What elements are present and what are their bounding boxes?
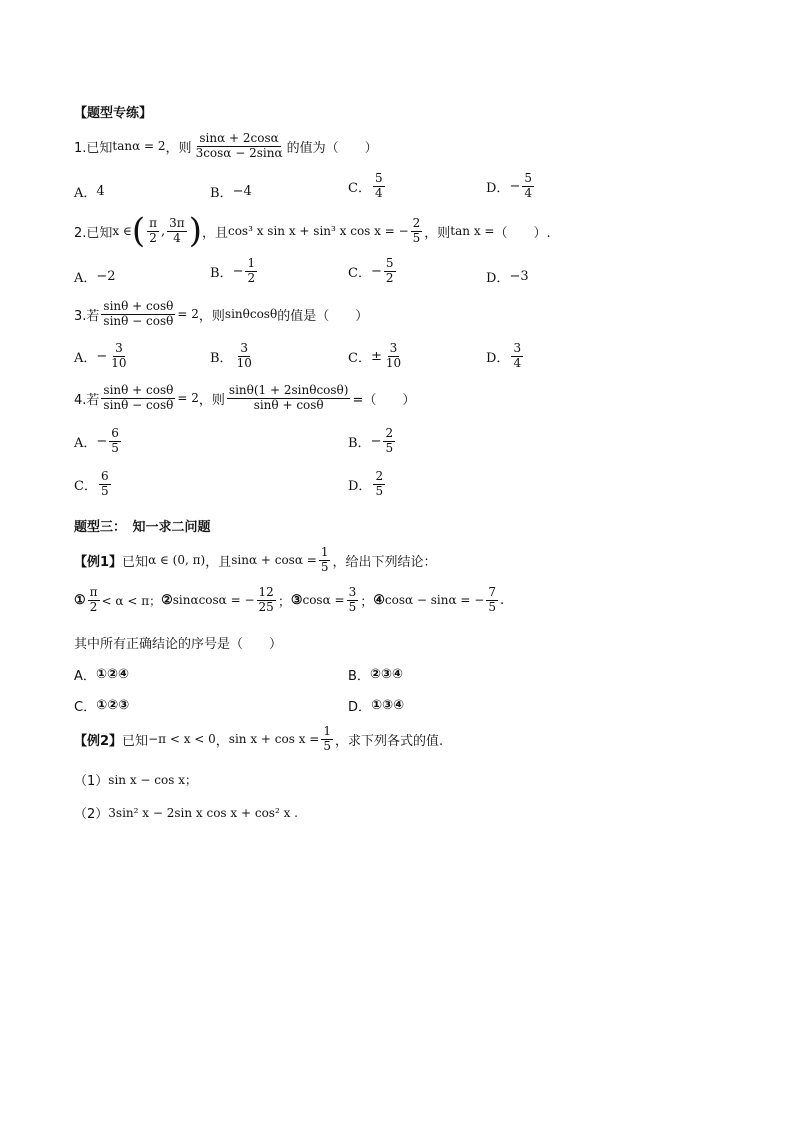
option-sign: −	[96, 348, 108, 364]
question-4	[74, 384, 415, 413]
option-label: B．	[348, 435, 371, 451]
ex1-den: 5	[320, 559, 329, 574]
conclusion-2-expression: sinαcosα = −	[172, 593, 255, 608]
option-den: 10	[236, 355, 252, 370]
q3-option-b[interactable]	[210, 342, 256, 371]
conclusion-1-mark: ①	[74, 592, 86, 608]
q4-fraction	[101, 384, 175, 413]
ex1-question: 其中所有正确结论的序号是（ ）	[74, 637, 283, 652]
option-label: D．	[348, 700, 372, 715]
q3-option-c[interactable]	[348, 342, 405, 371]
option-value: ②③④	[369, 667, 403, 682]
conclusion-1-tail: < α < π；	[101, 593, 162, 608]
q1-denominator: 3cosα − 2sinα	[195, 145, 283, 160]
option-label: D．	[348, 478, 372, 494]
option-fraction	[245, 257, 257, 286]
option-den: 5	[375, 483, 384, 498]
q4-numerator-2: sinθ(1 + 2sinθcosθ)	[228, 383, 349, 397]
ex1-option-c[interactable]	[74, 696, 129, 715]
option-value: −3	[509, 269, 529, 284]
ex2-part-1	[74, 770, 197, 789]
q3-option-d[interactable]	[486, 342, 525, 371]
q4-prefix: 4.若	[74, 392, 100, 408]
q3-suffix: 的值是（ ）	[277, 308, 369, 324]
option-num: 3	[240, 341, 249, 355]
q1-fraction	[194, 132, 285, 161]
ex1-num: 1	[320, 545, 329, 559]
conclusion-4-mark: ④	[373, 592, 385, 608]
option-num: 2	[375, 469, 384, 483]
c2-den: 25	[258, 599, 274, 614]
option-sign: −	[96, 433, 108, 449]
q4-option-c[interactable]	[74, 470, 113, 499]
part-label: （1）	[74, 774, 109, 789]
option-value: ①②④	[95, 667, 129, 682]
ex1-prefix: 已知	[122, 554, 149, 570]
c4-num: 7	[488, 585, 496, 599]
section-heading: 【题型专练】	[74, 106, 153, 121]
q4-option-d[interactable]	[348, 470, 387, 499]
option-label: A．	[74, 271, 97, 286]
ex1-option-a[interactable]	[74, 665, 129, 684]
part-expression: 3sin² x − 2sin x cos x + cos² x .	[108, 805, 298, 820]
q3-prefix: 3.若	[74, 308, 100, 324]
option-fraction	[109, 427, 121, 456]
option-label: C．	[74, 478, 97, 494]
q2-option-a[interactable]	[74, 267, 116, 286]
option-fraction	[373, 172, 385, 201]
ex1-mid: ，且	[205, 554, 232, 570]
option-num: 2	[385, 426, 394, 440]
q4-option-a[interactable]	[74, 427, 123, 456]
q1-option-c[interactable]	[348, 172, 387, 201]
option-fraction	[99, 470, 111, 499]
c2-num: 12	[258, 585, 274, 599]
q4-denominator: sinθ − cosθ	[103, 397, 174, 412]
q4-option-b[interactable]	[348, 427, 397, 456]
option-den: 10	[111, 355, 127, 370]
option-fraction	[522, 172, 534, 201]
q2-interval-upper	[167, 217, 187, 246]
conclusion-2-tail: ；	[277, 594, 291, 610]
q1-numerator: sinα + 2cosα	[199, 131, 279, 145]
ex1-suffix: ，给出下列结论：	[332, 554, 437, 570]
q1-option-a[interactable]	[74, 182, 105, 201]
c3-den: 5	[348, 599, 357, 614]
option-num: 3	[513, 341, 522, 355]
ex2-tag: 【例2】	[74, 733, 123, 749]
example-1	[74, 546, 436, 575]
option-den: 5	[111, 440, 119, 455]
ex1-expression: sinα + cosα =	[231, 553, 317, 568]
option-sign: −	[232, 263, 244, 279]
option-den: 2	[247, 270, 256, 285]
option-label: A．	[74, 435, 97, 451]
option-label: D．	[486, 350, 510, 366]
q2-option-d[interactable]	[486, 267, 529, 286]
q2-prefix: 2.已知	[74, 225, 113, 241]
option-label: B．	[210, 265, 233, 281]
ex2-condition: −π < x < 0	[148, 732, 216, 747]
option-label: C．	[348, 350, 371, 366]
conclusion-2-mark: ②	[161, 592, 173, 608]
option-value: −4	[232, 184, 252, 199]
option-den: 5	[100, 483, 109, 498]
q2-suffix: （ ）.	[494, 225, 551, 241]
option-num: 3	[389, 341, 398, 355]
q3-numerator: sinθ + cosθ	[103, 299, 174, 313]
ex1-option-b[interactable]	[348, 665, 403, 684]
option-fraction	[511, 342, 523, 371]
q1-suffix: 的值为（ ）	[286, 140, 378, 156]
ex2-part-2	[74, 803, 298, 822]
ex1-conclusions	[74, 586, 504, 615]
q2-value-num: 2	[412, 215, 421, 230]
c3-num: 3	[348, 585, 357, 599]
ex2-prefix: 已知	[122, 733, 149, 749]
option-label: C．	[74, 700, 97, 715]
option-label: B．	[210, 350, 233, 366]
option-fraction	[384, 342, 403, 371]
q2-value-fraction	[411, 217, 423, 246]
option-fraction	[383, 427, 395, 456]
q1-option-b[interactable]	[210, 182, 252, 201]
option-value: −2	[96, 269, 116, 284]
example-2	[74, 725, 443, 754]
q2-value-den: 5	[412, 230, 421, 245]
q3-equals: = 2	[177, 307, 199, 322]
option-label: B．	[348, 669, 370, 684]
option-den: 10	[385, 355, 402, 370]
q4-equals: = 2	[177, 391, 199, 406]
ex1-fraction	[319, 546, 331, 575]
option-den: 4	[374, 185, 383, 200]
q2-expression: cos³ x sin x + sin³ x cos x = −	[227, 224, 409, 238]
option-num: 5	[385, 256, 394, 270]
option-num: 6	[100, 469, 109, 483]
conclusion-4-fraction	[486, 586, 498, 615]
q2-option-c[interactable]	[348, 257, 398, 286]
option-label: A．	[74, 186, 97, 201]
option-fraction	[235, 342, 254, 371]
q3-option-a[interactable]	[74, 342, 131, 371]
q3-mid: ，则	[198, 308, 225, 324]
ex2-fraction	[321, 725, 333, 754]
q4-fraction-2	[227, 384, 351, 413]
option-value: 4	[96, 184, 105, 199]
right-paren: )	[188, 211, 202, 251]
part-label: （2）	[74, 807, 109, 822]
option-sign: −	[370, 263, 382, 279]
option-den: 4	[513, 355, 522, 370]
ex2-num: 1	[323, 724, 331, 738]
question-3	[74, 300, 368, 329]
q1-condition: tanα = 2	[112, 139, 166, 154]
option-sign: ±	[370, 348, 382, 364]
ex2-separator: ，	[215, 733, 229, 749]
option-num: 5	[374, 171, 383, 185]
q2-lower-num: π	[149, 215, 158, 230]
q2-upper-num: 3π	[169, 215, 185, 230]
q4-denominator-2: sinθ + cosθ	[253, 397, 324, 412]
option-value: ①③④	[371, 698, 405, 713]
c4-den: 5	[488, 599, 496, 614]
q1-option-d[interactable]	[486, 172, 536, 201]
q4-numerator: sinθ + cosθ	[103, 383, 174, 397]
conclusion-3-expression: cosα =	[302, 593, 345, 608]
conclusion-2-fraction	[257, 586, 276, 615]
left-paren: (	[131, 211, 146, 251]
option-num: 6	[111, 426, 119, 440]
option-label: A．	[74, 669, 96, 684]
c1-num: π	[89, 585, 98, 599]
conclusion-3-tail: ；	[360, 594, 374, 610]
conclusion-3-fraction	[347, 586, 359, 615]
option-label: D．	[486, 180, 510, 196]
ex2-expression: sin x + cos x =	[228, 732, 320, 747]
q2-interval-lower	[147, 217, 159, 246]
q2-mid: ，且	[201, 225, 228, 241]
q3-denominator: sinθ − cosθ	[103, 313, 174, 328]
q1-mid: ，则	[165, 140, 192, 156]
q4-mid: ，则	[198, 392, 225, 408]
conclusion-1-fraction	[88, 586, 100, 615]
ex2-den: 5	[323, 738, 331, 753]
conclusion-3-mark: ③	[290, 592, 303, 608]
option-sign: −	[509, 178, 521, 194]
q2-x-in: x ∈	[112, 224, 132, 238]
option-value: ①②③	[96, 698, 130, 713]
c1-den: 2	[89, 599, 98, 614]
q1-prefix: 1.已知	[74, 140, 113, 156]
option-label: C．	[348, 265, 371, 281]
q4-suffix: =（ ）	[352, 392, 416, 408]
q3-fraction	[101, 300, 175, 329]
q3-expression: sinθcosθ	[224, 307, 278, 322]
option-den: 4	[524, 185, 532, 200]
option-label: B．	[210, 186, 233, 201]
ex1-option-d[interactable]	[348, 696, 404, 715]
conclusion-4-tail: .	[499, 592, 505, 608]
q2-ask: tan x =	[450, 224, 495, 238]
section-three-title: 题型三： 知一求二问题	[74, 520, 211, 535]
option-den: 5	[385, 440, 394, 455]
option-label: C．	[348, 180, 371, 196]
q2-upper-den: 4	[173, 230, 181, 245]
option-den: 2	[385, 270, 394, 285]
q2-tail: ，则	[424, 225, 451, 241]
ex2-suffix: ，求下列各式的值.	[334, 733, 444, 749]
option-num: 1	[247, 256, 256, 270]
option-num: 5	[524, 171, 532, 185]
ex1-condition: α ∈ (0, π)	[148, 553, 206, 568]
option-label: D．	[486, 271, 510, 286]
question-1	[74, 132, 378, 161]
option-fraction	[384, 257, 396, 286]
question-2: 2.已知 x ∈ ( $\frac{\pi}{2}$ , $\frac{3\pi}{4}$ ) ，且 cos³ x sin x + sin³ x cos x = − $\frac{2}{5}$ ，则 tan x = （ ）.	[74, 211, 551, 251]
option-fraction	[109, 342, 128, 371]
q2-lower-den: 2	[149, 230, 157, 245]
q2-option-b[interactable]	[210, 257, 259, 286]
part-expression: sin x − cos x；	[108, 773, 197, 787]
option-num: 3	[115, 341, 123, 355]
option-fraction	[373, 470, 385, 499]
option-sign: −	[370, 433, 382, 449]
conclusion-4-expression: cosα − sinα = −	[384, 593, 485, 608]
option-label: A．	[74, 350, 97, 366]
ex1-tag: 【例1】	[74, 554, 123, 570]
